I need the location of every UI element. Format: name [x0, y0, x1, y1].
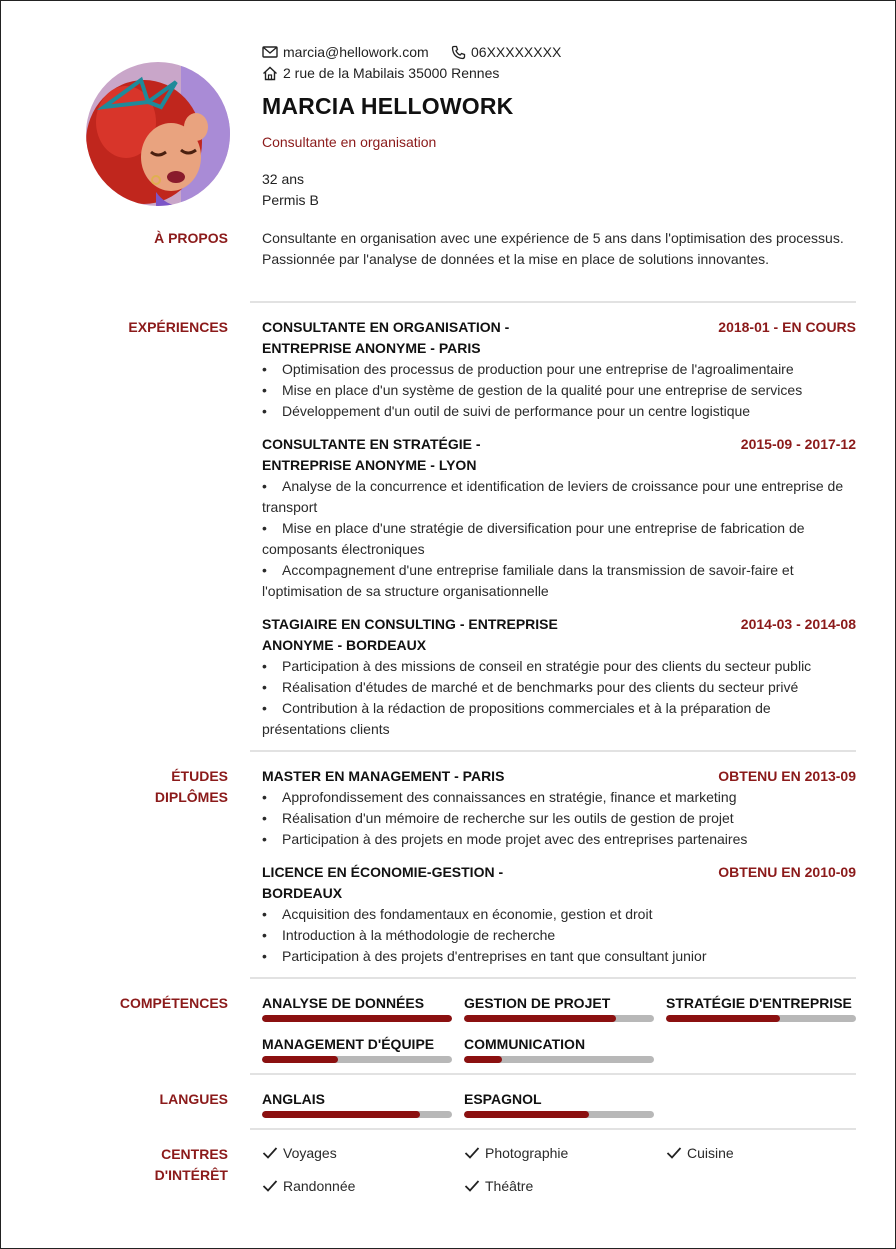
profile-photo [86, 62, 230, 206]
check-icon [262, 1179, 278, 1193]
experience-bullet: • Mise en place d'un système de gestion de la qualité pour une entreprise de services [262, 382, 803, 398]
divider [250, 977, 856, 979]
interest-item: Randonnée [262, 1178, 355, 1194]
phone[interactable]: 06XXXXXXXX [471, 44, 562, 60]
section-title-skills: COMPÉTENCES [119, 995, 228, 1011]
language-item: ESPAGNOL [464, 1091, 654, 1118]
education-bullet: • Acquisition des fondamentaux en économie, gestion et droit [262, 906, 653, 922]
divider [250, 750, 856, 752]
experience-entry [262, 317, 856, 422]
section-title-experience: EXPÉRIENCES [128, 319, 228, 335]
interest-item: Cuisine [666, 1145, 734, 1161]
address: 2 rue de la Mabilais 35000 Rennes [283, 65, 500, 81]
section-title-interests: CENTRES D'INTÉRÊT [154, 1146, 228, 1183]
experience-date: 2018-01 - EN COURS [718, 319, 856, 335]
phone-line [451, 44, 561, 60]
experience-title: CONSULTANTE EN ORGANISATION - ENTREPRISE ANONYME - PARIS [262, 319, 510, 356]
experience-date: 2015-09 - 2017-12 [740, 436, 856, 452]
driving-license: Permis B [262, 192, 319, 208]
language-bar [464, 1111, 654, 1118]
interest-item: Théâtre [464, 1178, 533, 1194]
divider [250, 301, 856, 303]
education-entry [262, 862, 856, 967]
education-bullet: • Participation à des projets en mode projet avec des entreprises partenaires [262, 831, 748, 847]
skill-bar [262, 1056, 452, 1063]
language-bar [262, 1111, 452, 1118]
full-name: MARCIA HELLOWORK [262, 93, 514, 119]
experience-bullet: • Analyse de la concurrence et identification de leviers de croissance pour une entreprise de transport [262, 478, 844, 515]
education-date: OBTENU EN 2013-09 [718, 768, 856, 784]
check-icon [464, 1146, 480, 1160]
age: 32 ans [262, 171, 305, 187]
divider [250, 1073, 856, 1075]
section-title-about: À PROPOS [154, 230, 228, 246]
skill-item: GESTION DE PROJET [464, 995, 654, 1022]
education-title: MASTER EN MANAGEMENT - PARIS [262, 768, 505, 784]
interest-item: Voyages [262, 1145, 337, 1161]
envelope-icon [262, 46, 278, 58]
check-icon [666, 1146, 682, 1160]
education-bullet: • Participation à des projets d'entreprises en tant que consultant junior [262, 948, 707, 964]
experience-bullet: • Accompagnement d'une entreprise familiale dans la transmission de savoir-faire et l'optimisation de sa structure organisationnelle [262, 562, 794, 599]
check-icon [262, 1146, 278, 1160]
skill-item: STRATÉGIE D'ENTREPRISE [666, 995, 856, 1022]
skill-bar [262, 1015, 452, 1022]
experience-date: 2014-03 - 2014-08 [740, 616, 856, 632]
email-line [262, 44, 429, 60]
job-title: Consultante en organisation [262, 134, 437, 150]
experience-title: CONSULTANTE EN STRATÉGIE - ENTREPRISE ANONYME - LYON [262, 436, 481, 473]
education-bullet: • Approfondissement des connaissances en stratégie, finance et marketing [262, 789, 737, 805]
skill-item: ANALYSE DE DONNÉES [262, 995, 452, 1022]
email[interactable]: marcia@hellowork.com [283, 44, 429, 60]
experience-bullet: • Développement d'un outil de suivi de performance pour un centre logistique [262, 403, 751, 419]
education-bullet: • Introduction à la méthodologie de recherche [262, 927, 556, 943]
phone-icon [451, 45, 466, 60]
interest-item: Photographie [464, 1145, 568, 1161]
skill-item: MANAGEMENT D'ÉQUIPE [262, 1036, 452, 1063]
education-bullet: • Réalisation d'un mémoire de recherche sur les outils de gestion de projet [262, 810, 734, 826]
experience-entry [262, 614, 856, 740]
address-line [262, 65, 499, 81]
about-text: Consultante en organisation avec une expérience de 5 ans dans l'optimisation des processus. Passionnée par l'analyse de données et la mise en place de solutions innovantes. [262, 230, 844, 267]
section-title-education: ÉTUDES DIPLÔMES [154, 768, 228, 805]
check-icon [464, 1179, 480, 1193]
experience-entry [262, 434, 856, 602]
experience-bullet: • Réalisation d'études de marché et de benchmarks pour des clients du secteur privé [262, 679, 799, 695]
skill-bar [666, 1015, 856, 1022]
experience-bullet: • Mise en place d'une stratégie de diversification pour une entreprise de fabrication de composants électroniques [262, 520, 805, 557]
experience-title: STAGIAIRE EN CONSULTING - ENTREPRISE ANONYME - BORDEAUX [262, 616, 558, 653]
education-entry [262, 766, 856, 850]
education-date: OBTENU EN 2010-09 [718, 864, 856, 880]
divider [250, 1128, 856, 1130]
skill-item: COMMUNICATION [464, 1036, 654, 1063]
education-title: LICENCE EN ÉCONOMIE-GESTION - BORDEAUX [262, 864, 504, 901]
experience-bullet: • Participation à des missions de conseil en stratégie pour des clients du secteur public [262, 658, 812, 674]
section-title-languages: LANGUES [159, 1091, 228, 1107]
home-icon [262, 66, 278, 81]
skill-bar [464, 1056, 654, 1063]
language-item: ANGLAIS [262, 1091, 452, 1118]
experience-bullet: • Contribution à la rédaction de propositions commerciales et à la préparation de présentations clients [262, 700, 771, 737]
skill-bar [464, 1015, 654, 1022]
experience-bullet: • Optimisation des processus de production pour une entreprise de l'agroalimentaire [262, 361, 794, 377]
